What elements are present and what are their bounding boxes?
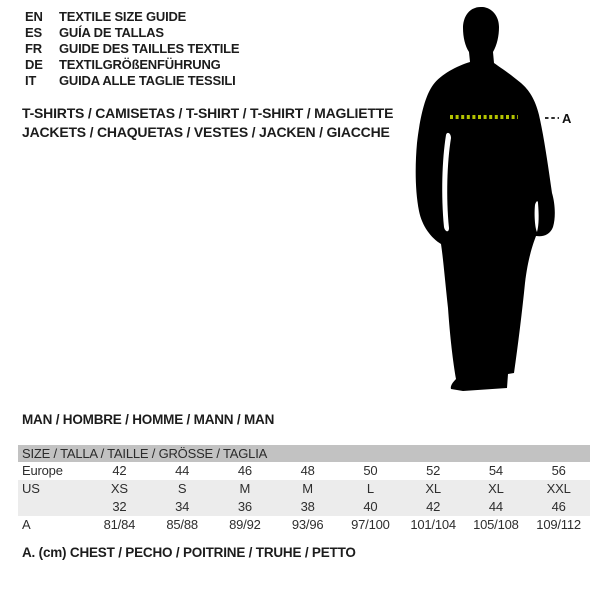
table-cell: 52: [426, 463, 441, 478]
table-cell: 38: [300, 499, 315, 514]
man-silhouette-shape: [416, 7, 555, 391]
size-table-header: SIZE / TALLA / TAILLE / GRÖSSE / TAGLIA: [18, 445, 590, 462]
table-cell: 42: [426, 499, 441, 514]
table-cell: 34: [175, 499, 190, 514]
language-label: GUIDE DES TAILLES TEXTILE: [59, 41, 240, 56]
language-label: TEXTILE SIZE GUIDE: [59, 9, 187, 24]
table-cell: XS: [110, 481, 128, 496]
language-code: DE: [25, 57, 43, 72]
table-cell: L: [366, 481, 374, 496]
language-label: TEXTILGRÖßENFÜHRUNG: [59, 57, 221, 72]
table-cell: M: [239, 481, 251, 496]
table-cell: 44: [488, 499, 503, 514]
table-cell: 32: [112, 499, 127, 514]
table-row-label: A: [22, 517, 31, 532]
language-label: GUÍA DE TALLAS: [59, 25, 164, 40]
table-cell: 42: [112, 463, 127, 478]
table-row-chest-a: [18, 516, 590, 534]
table-row-us: [18, 480, 590, 498]
table-cell: 93/96: [291, 517, 324, 532]
language-code: FR: [25, 41, 42, 56]
language-code: ES: [25, 25, 42, 40]
measurement-footnote: A. (cm) CHEST / PECHO / POITRINE / TRUHE / PETTO: [22, 545, 356, 560]
table-cell: 109/112: [536, 517, 581, 532]
table-row-label: Europe: [22, 463, 63, 478]
table-row-label: [18, 498, 88, 516]
table-cell: 81/84: [103, 517, 136, 532]
table-row-europe: [18, 462, 590, 480]
language-list: [25, 9, 239, 89]
language-label: GUIDA ALLE TAGLIE TESSILI: [59, 73, 236, 88]
category-tshirts: T-SHIRTS / CAMISETAS / T-SHIRT / T-SHIRT / MAGLIETTE: [22, 105, 394, 121]
table-cell: XL: [488, 481, 504, 496]
measure-label-a: A: [562, 111, 572, 126]
table-cell: 89/92: [229, 517, 261, 532]
table-cell: 36: [237, 499, 252, 514]
language-row-fr: [25, 41, 239, 57]
table-cell: 40: [363, 499, 378, 514]
language-row-es: [25, 25, 239, 41]
language-row-de: [25, 57, 239, 73]
table-cell: 101/104: [410, 517, 456, 532]
table-cell: XL: [425, 481, 441, 496]
language-code: IT: [25, 73, 37, 88]
size-table: [18, 445, 590, 534]
section-title-man: MAN / HOMBRE / HOMME / MANN / MAN: [22, 412, 275, 427]
table-cell: 48: [300, 463, 315, 478]
table-cell: 85/88: [166, 517, 198, 532]
language-row-en: [25, 9, 239, 25]
language-code: EN: [25, 9, 43, 24]
table-cell: 54: [488, 463, 503, 478]
man-silhouette-svg: [405, 5, 575, 395]
category-jackets: JACKETS / CHAQUETAS / VESTES / JACKEN / GIACCHE: [22, 124, 390, 140]
table-cell: 97/100: [351, 517, 390, 532]
table-cell: 46: [237, 463, 252, 478]
table-cell: M: [302, 481, 313, 496]
table-cell: 44: [175, 463, 190, 478]
garment-categories: [22, 104, 393, 142]
table-cell: 46: [551, 499, 566, 514]
table-cell: XXL: [546, 481, 571, 496]
table-cell: 50: [363, 463, 378, 478]
table-cell: 105/108: [473, 517, 519, 532]
table-cell: S: [177, 481, 187, 496]
table-row-us-numeric: [18, 498, 590, 516]
man-silhouette-figure: [405, 5, 575, 395]
language-row-it: [25, 73, 239, 89]
table-row-label: US: [22, 481, 40, 496]
table-cell: 56: [551, 463, 566, 478]
